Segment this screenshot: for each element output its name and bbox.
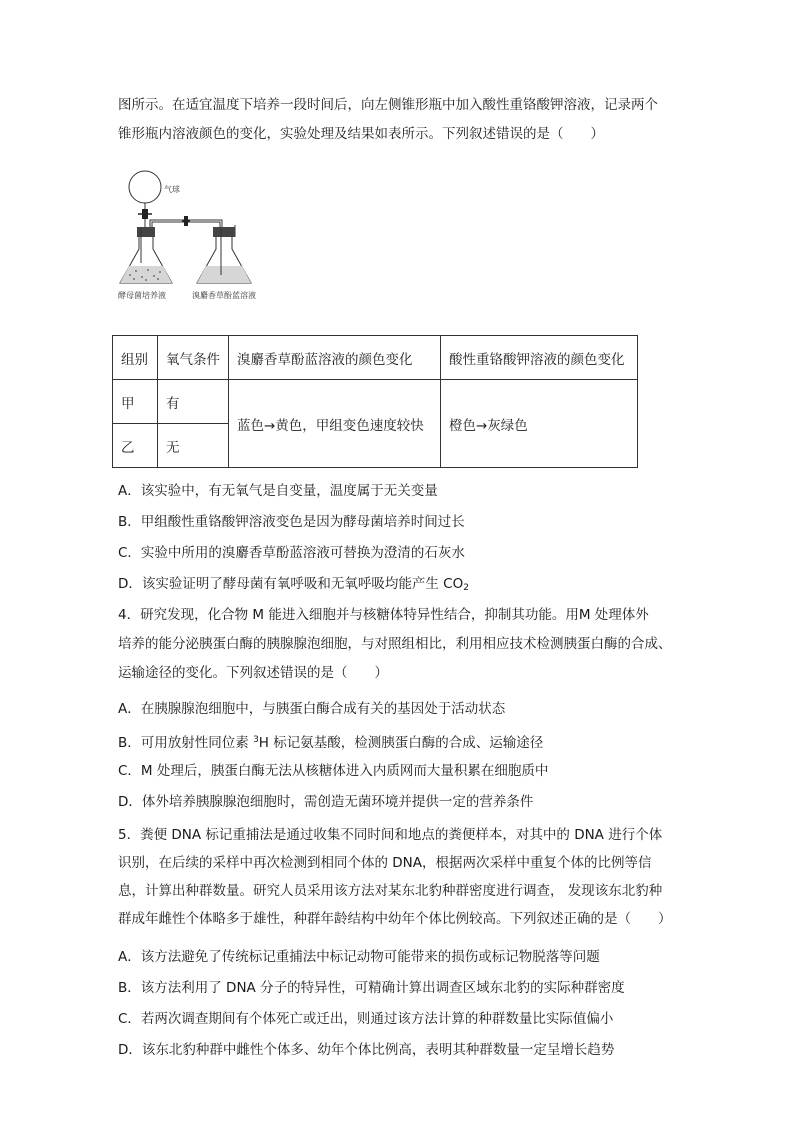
q5-option-d: D．该东北豹种群中雌性个体多、幼年个体比例高，表明其种群数量一定呈增长趋势 — [118, 1042, 615, 1058]
header-btb: 溴麝香草酚蓝溶液的颜色变化 — [229, 336, 441, 380]
q4-option-c: C．M 处理后，胰蛋白酶无法从核糖体进入内质网而大量积累在细胞质中 — [118, 763, 549, 779]
q4-option-d: D．体外培养胰腺腺泡细胞时，需创造无菌环境并提供一定的营养条件 — [118, 794, 534, 810]
row-group-jia: 甲 — [113, 380, 158, 424]
q3-option-d: D．该实验证明了酵母菌有氧呼吸和无氧呼吸均能产生 $CO_2$ — [118, 576, 469, 593]
header-group: 组别 — [113, 336, 158, 380]
btb-result-cell: 蓝色→黄色，甲组变色速度较快 — [229, 380, 441, 468]
q5-option-b: B．该方法利用了 DNA 分子的特异性，可精确计算出调查区域东北豹的实际种群密度 — [118, 980, 625, 996]
row-oxygen-yes: 有 — [158, 380, 229, 424]
q3-stem-line-2: 锥形瓶内溶液颜色的变化，实验处理及结果如表所示。下列叙述错误的是（ ） — [118, 126, 604, 142]
right-flask-label: 溴麝香草酚蓝溶液 — [192, 291, 256, 300]
header-oxygen: 氧气条件 — [158, 336, 229, 380]
q4-line-3: 运输途径的变化。下列叙述错误的是（ ） — [118, 665, 388, 681]
q5-line-3: 息，计算出种群数量。研究人员采用该方法对某东北豹种群密度进行调查， 发现该东北豹种 — [118, 883, 663, 899]
balloon-shape — [129, 171, 161, 203]
q5-line-4: 群成年雌性个体略多于雄性，种群年龄结构中幼年个体比例较高。下列叙述正确的是（ ） — [118, 911, 672, 927]
q3-option-b: B．甲组酸性重铬酸钾溶液变色是因为酵母菌培养时间过长 — [118, 514, 465, 530]
right-stopper — [213, 227, 235, 237]
row-group-yi: 乙 — [113, 424, 158, 468]
balloon-label: 气球 — [164, 185, 180, 194]
table-row — [113, 380, 638, 424]
left-flask-label: 酵母菌培养液 — [118, 291, 166, 300]
dichromate-result-cell: 橙色→灰绿色 — [441, 380, 638, 468]
q3-option-c: C．实验中所用的溴麝香草酚蓝溶液可替换为澄清的石灰水 — [118, 545, 465, 561]
q3-option-a: A．该实验中，有无氧气是自变量，温度属于无关变量 — [118, 483, 438, 499]
q5-option-c: C．若两次调查期间有个体死亡或迁出，则通过该方法计算的种群数量比实际值偏小 — [118, 1011, 614, 1027]
header-dichromate: 酸性重铬酸钾溶液的颜色变化 — [441, 336, 638, 380]
q4-line-1: 4．研究发现，化合物 M 能进入细胞并与核糖体特异性结合，抑制其功能。用M 处理体外 — [118, 607, 649, 623]
q4-option-a: A．在胰腺腺泡细胞中，与胰蛋白酶合成有关的基因处于活动状态 — [118, 701, 506, 717]
left-stopper — [137, 227, 155, 237]
q4-option-b: B．可用放射性同位素 $^3$H 标记氨基酸，检测胰蛋白酶的合成、运输途径 — [118, 735, 544, 751]
row-oxygen-no: 无 — [158, 424, 229, 468]
apparatus-diagram — [110, 165, 280, 305]
q4-line-2: 培养的能分泌胰蛋白酶的胰腺腺泡细胞，与对照组相比，利用相应技术检测胰蛋白酶的合成、 — [118, 636, 672, 652]
table-header-row — [113, 336, 638, 380]
q3-stem-line-1: 图所示。在适宜温度下培养一段时间后，向左侧锥形瓶中加入酸性重铬酸钾溶液，记录两个 — [118, 97, 658, 113]
q5-line-2: 识别，在后续的采样中再次检测到相同个体的 DNA，根据两次采样中重复个体的比例等信 — [118, 855, 652, 871]
results-table — [112, 335, 638, 468]
q5-line-1: 5．粪便 DNA 标记重捕法是通过收集不同时间和地点的粪便样本，对其中的 DNA 进行个体 — [118, 827, 663, 843]
q5-option-a: A．该方法避免了传统标记重捕法中标记动物可能带来的损伤或标记物脱落等问题 — [118, 949, 600, 965]
